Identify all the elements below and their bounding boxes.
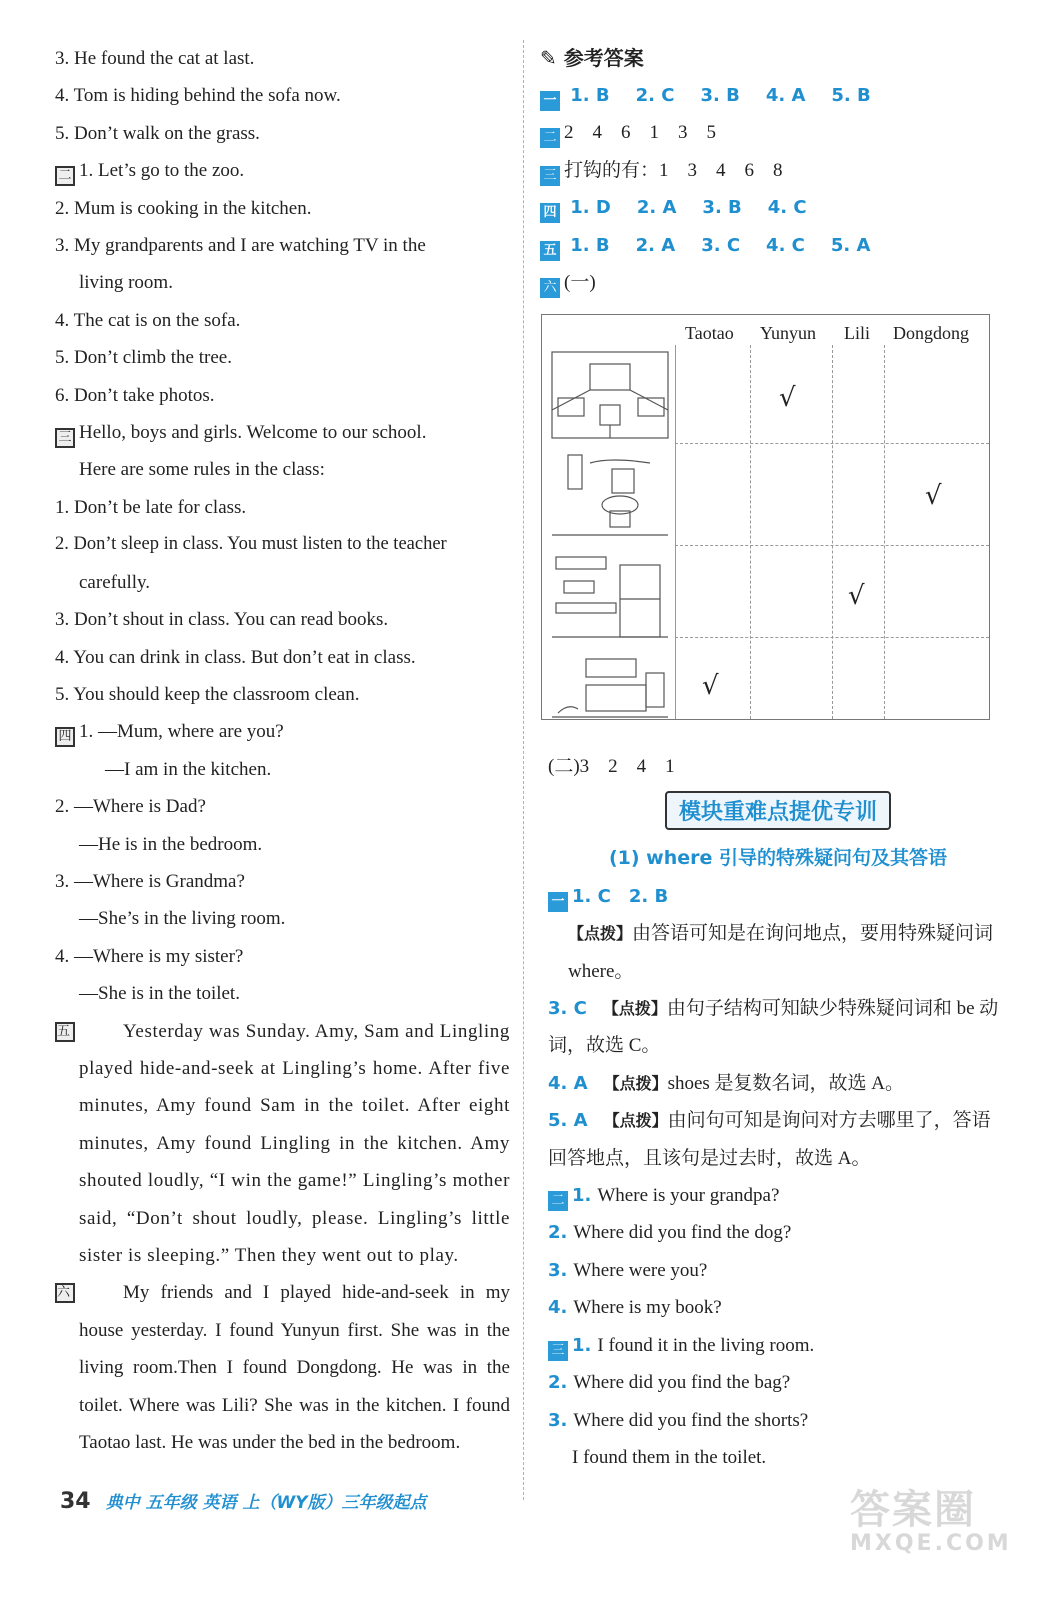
page-number: 34 — [60, 1489, 91, 1514]
check-mark-icon: √ — [848, 581, 865, 611]
text-line: 2. Mum is cooking in the kitchen. — [55, 197, 312, 219]
toilet-picture-icon — [550, 449, 670, 539]
passage-six: 六 My friends and I played hide-and-seek in my house yesterday. I found Yunyun first. She was in the living room.Then I found Dongdong. He was in the toilet. Where was Lili? She was in the kitchen. I found Taotao last. He was under the bed in the bedroom. — [57, 1282, 510, 1454]
page-footer — [60, 1488, 427, 1514]
text-line: —She’s in the living room. — [79, 908, 286, 930]
answer-row: 3. Where did you find the shorts? — [548, 1409, 809, 1431]
section-mark-icon: 一 — [548, 892, 568, 912]
text-line: 5. You should keep the classroom clean. — [55, 683, 360, 705]
table-header: Dongdong — [893, 323, 969, 343]
answer-row: 六 (一) — [540, 264, 1010, 301]
text-line: 4. You can drink in class. But don’t eat in class. — [55, 646, 416, 668]
section-mark-icon: 一 — [540, 91, 560, 111]
answer-row: 2. Where did you find the bag? — [548, 1372, 791, 1394]
answer-title: ✎ 参考答案 — [540, 46, 644, 70]
tip: 3. C 【点拨】由句子结构可知缺少特殊疑问词和 be 动词，故选 C。 — [548, 998, 999, 1057]
section-mark-icon: 六 — [55, 1283, 75, 1303]
column-divider — [523, 40, 524, 1500]
section-mark-icon: 二 — [540, 128, 560, 148]
book-title: 典中 五年级 英语 上（WY版）三年级起点 — [105, 1493, 427, 1513]
answer-row: 一 1. C 2. B — [548, 878, 1008, 915]
answer-row: I found them in the toilet. — [572, 1446, 767, 1468]
tip: 4. A 【点拨】shoes 是复数名词，故选 A。 — [548, 1072, 905, 1094]
answer-table — [541, 314, 990, 720]
text-line: 4. The cat is on the sofa. — [55, 309, 241, 331]
answer-row: 一 1. B 2. C 3. B 4. A 5. B — [540, 77, 1010, 114]
left-column — [55, 40, 510, 1461]
section-mark-icon: 四 — [55, 727, 75, 747]
answer-row: 二 1. Where is your grandpa? — [548, 1177, 1008, 1214]
text-line: 2. —Where is Dad? — [55, 796, 206, 818]
subsection-title: (1) where 引导的特殊疑问句及其答语 — [608, 847, 948, 870]
answer-row: 三 1. I found it in the living room. — [548, 1327, 1008, 1364]
text-line: 4. Tom is hiding behind the sofa now. — [55, 85, 341, 107]
section-mark-icon: 三 — [548, 1341, 568, 1361]
table-header: Taotao — [685, 323, 734, 343]
text-line: living room. — [79, 272, 173, 294]
right-column — [540, 40, 1010, 301]
text-line: 四 1. —Mum, where are you? — [55, 713, 510, 750]
text-line: 3. —Where is Grandma? — [55, 870, 245, 892]
section-mark-icon: 五 — [540, 241, 560, 261]
check-mark-icon: √ — [925, 481, 942, 511]
text-line: 3. He found the cat at last. — [55, 48, 255, 69]
section-mark-icon: 六 — [540, 278, 560, 298]
text-line: 3. My grandparents and I are watching TV in the — [55, 235, 426, 257]
answer-row: 四 1. D 2. A 3. B 4. C — [540, 189, 1010, 226]
text-line: carefully. — [79, 571, 151, 593]
passage-five: 五 Yesterday was Sunday. Amy, Sam and Lingling played hide-and-seek at Lingling’s home. After five minutes, Amy found Sam in the toilet. After eight minutes, Amy found Lingling in the kitchen. Amy shouted loudly, “I win the game!” Lingling’s mother said, “Don’t shout loudly, please. Lingling’s little sister is sleeping.” Then they went out to play. — [57, 1020, 510, 1266]
text-line: 4. —Where is my sister? — [55, 945, 244, 967]
bedroom-picture-icon — [550, 645, 670, 735]
section-title: 模块重难点提优专训 — [665, 791, 891, 830]
answer-row: 五 1. B 2. A 3. C 4. C 5. A — [540, 227, 1010, 264]
tip: 5. A 【点拨】由问句可知是询问对方去哪里了，答语回答地点，且该句是过去时，故选 A。 — [548, 1110, 991, 1169]
answer-row: 二 2 4 6 1 3 5 — [540, 114, 1010, 151]
section-mark-icon: 二 — [548, 1191, 568, 1211]
watermark: 答案圈 MXQE.COM — [850, 1487, 1012, 1556]
tip: 【点拨】由答语可知是在询问地点，要用特殊疑问词 where。 — [568, 923, 994, 982]
living-room-picture-icon — [550, 350, 670, 440]
kitchen-picture-icon — [550, 551, 670, 641]
text-line: 3. Don’t shout in class. You can read books. — [55, 609, 389, 631]
text-line: 5. Don’t walk on the grass. — [55, 122, 260, 144]
text-line: —She is in the toilet. — [79, 983, 240, 1005]
text-line: 2. Don’t sleep in class. You must listen to the teacher — [55, 534, 447, 555]
text-line: —I am in the kitchen. — [105, 758, 272, 780]
section-mark-icon: 二 — [55, 166, 75, 186]
text-line: 二 1. Let’s go to the zoo. — [55, 152, 510, 189]
text-line: 5. Don’t climb the tree. — [55, 347, 232, 369]
answer-row: 2. Where did you find the dog? — [548, 1222, 792, 1244]
section-header — [548, 791, 1008, 830]
pen-icon: ✎ — [540, 46, 557, 70]
section-mark-icon: 三 — [55, 428, 75, 448]
check-mark-icon: √ — [779, 383, 796, 413]
table-header: Lili — [844, 323, 870, 343]
text-line: 6. Don’t take photos. — [55, 384, 215, 406]
section-mark-icon: 五 — [55, 1022, 75, 1042]
text-line: 1. Don’t be late for class. — [55, 496, 247, 518]
answer-row: 三 打钩的有：1 3 4 6 8 — [540, 152, 1010, 189]
answer-row: 3. Where were you? — [548, 1259, 708, 1281]
answer-row: (二)3 2 4 1 — [548, 756, 675, 777]
table-header: Yunyun — [760, 323, 817, 343]
text-line: Here are some rules in the class: — [79, 459, 325, 481]
text-line: 三 Hello, boys and girls. Welcome to our school. — [55, 414, 510, 451]
answer-row: 4. Where is my book? — [548, 1297, 722, 1319]
section-mark-icon: 四 — [540, 203, 560, 223]
right-column-lower — [548, 748, 1008, 1476]
section-mark-icon: 三 — [540, 166, 560, 186]
check-mark-icon: √ — [702, 671, 719, 701]
text-line: —He is in the bedroom. — [79, 833, 263, 855]
